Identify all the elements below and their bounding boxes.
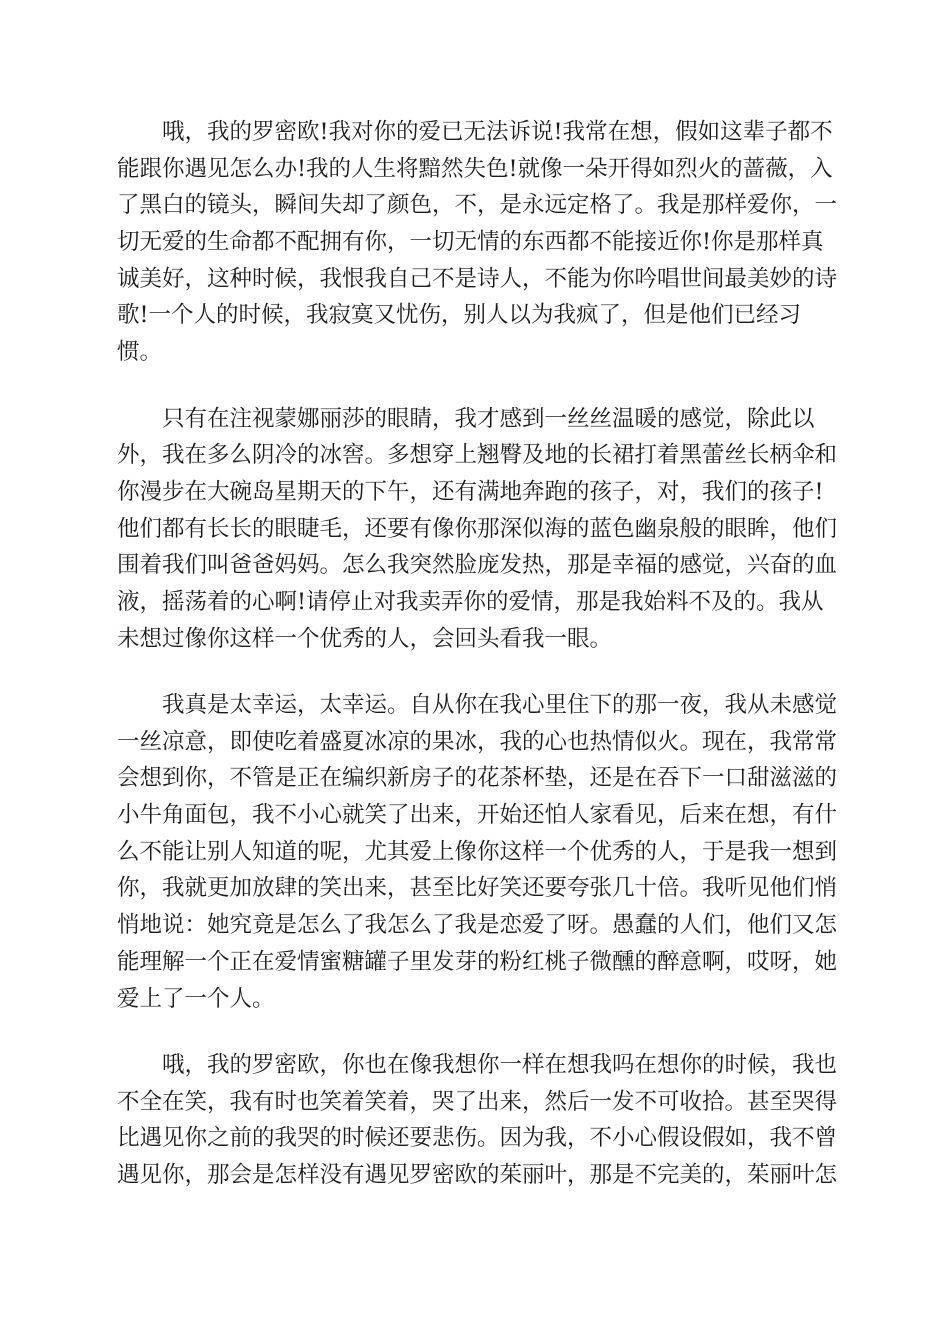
text-line: 未想过像你这样一个优秀的人，会回头看我一眼。 [117,625,613,652]
paragraph-2 [117,401,837,658]
text-line: 围着我们叫爸爸妈妈。怎么我突然脸庞发热，那是幸福的感觉，兴奋的血 [117,552,838,579]
text-line: 会想到你，不管是正在编织新房子的花茶杯垫，还是在吞下一口甜滋滋的 [117,765,838,792]
text-line: 哦，我的罗密欧，你也在像我想你一样在想我吗在想你的时候，我也 [117,1051,838,1078]
text-line: 遇见你，那会是怎样没有遇见罗密欧的茱丽叶，那是不完美的，茱丽叶怎 [117,1161,838,1188]
paragraph-4 [117,1047,837,1194]
text-line: 你，我就更加放肆的笑出来，甚至比好笑还要夸张几十倍。我听见他们悄 [117,875,838,902]
text-line: 你漫步在大碗岛星期天的下午，还有满地奔跑的孩子，对，我们的孩子! [117,478,824,505]
text-line: 诚美好，这种时候，我恨我自己不是诗人，不能为你吟唱世间最美妙的诗 [117,265,838,292]
text-line: 了黑白的镜头，瞬间失却了颜色，不，是永远定格了。我是那样爱你，一 [117,192,838,219]
text-line: 么不能让别人知道的呢，尤其爱上像你这样一个优秀的人，于是我一想到 [117,838,838,865]
text-line: 比遇见你之前的我哭的时候还要悲伤。因为我，不小心假设假如，我不曾 [117,1125,838,1152]
paragraph-3 [117,687,837,1017]
text-line: 哦，我的罗密欧!我对你的爱已无法诉说!我常在想，假如这辈子都不 [117,119,833,145]
paragraph-1 [117,114,837,371]
text-line: 不全在笑，我有时也笑着笑着，哭了出来，然后一发不可收拾。甚至哭得 [117,1088,838,1115]
text-line: 一丝凉意，即使吃着盛夏冰凉的果冰，我的心也热情似火。现在，我常常 [117,728,838,755]
text-line: 爱上了一个人。 [117,985,275,1012]
text-line: 惯。 [117,339,163,366]
text-line: 能理解一个正在爱情蜜糖罐子里发芽的粉红桃子微醺的醉意啊，哎呀，她 [117,948,838,975]
document-body [117,114,837,1194]
text-line: 歌!一个人的时候，我寂寞又忧伤，别人以为我疯了，但是他们已经习 [117,302,802,329]
text-line: 切无爱的生命都不配拥有你，一切无情的东西都不能接近你!你是那样真 [117,229,824,256]
text-line: 外，我在多么阴冷的冰窖。多想穿上翘臀及地的长裙打着黑蕾丝长柄伞和 [117,442,838,469]
text-line: 他们都有长长的眼睫毛，还要有像你那深似海的蓝色幽泉般的眼眸，他们 [117,515,838,542]
text-line: 悄地说：她究竟是怎么了我怎么了我是恋爱了呀。愚蠢的人们，他们又怎 [117,912,838,939]
text-line: 能跟你遇见怎么办!我的人生将黯然失色!就像一朵开得如烈火的蔷薇，入 [117,155,833,182]
text-line: 我真是太幸运，太幸运。自从你在我心里住下的那一夜，我从未感觉 [117,692,838,718]
text-line: 液，摇荡着的心啊!请停止对我卖弄你的爱情，那是我始料不及的。我从 [117,588,824,615]
text-line: 小牛角面包，我不小心就笑了出来，开始还怕人家看见，后来在想，有什 [117,802,838,829]
text-line: 只有在注视蒙娜丽莎的眼睛，我才感到一丝丝温暖的感觉，除此以 [117,405,815,432]
